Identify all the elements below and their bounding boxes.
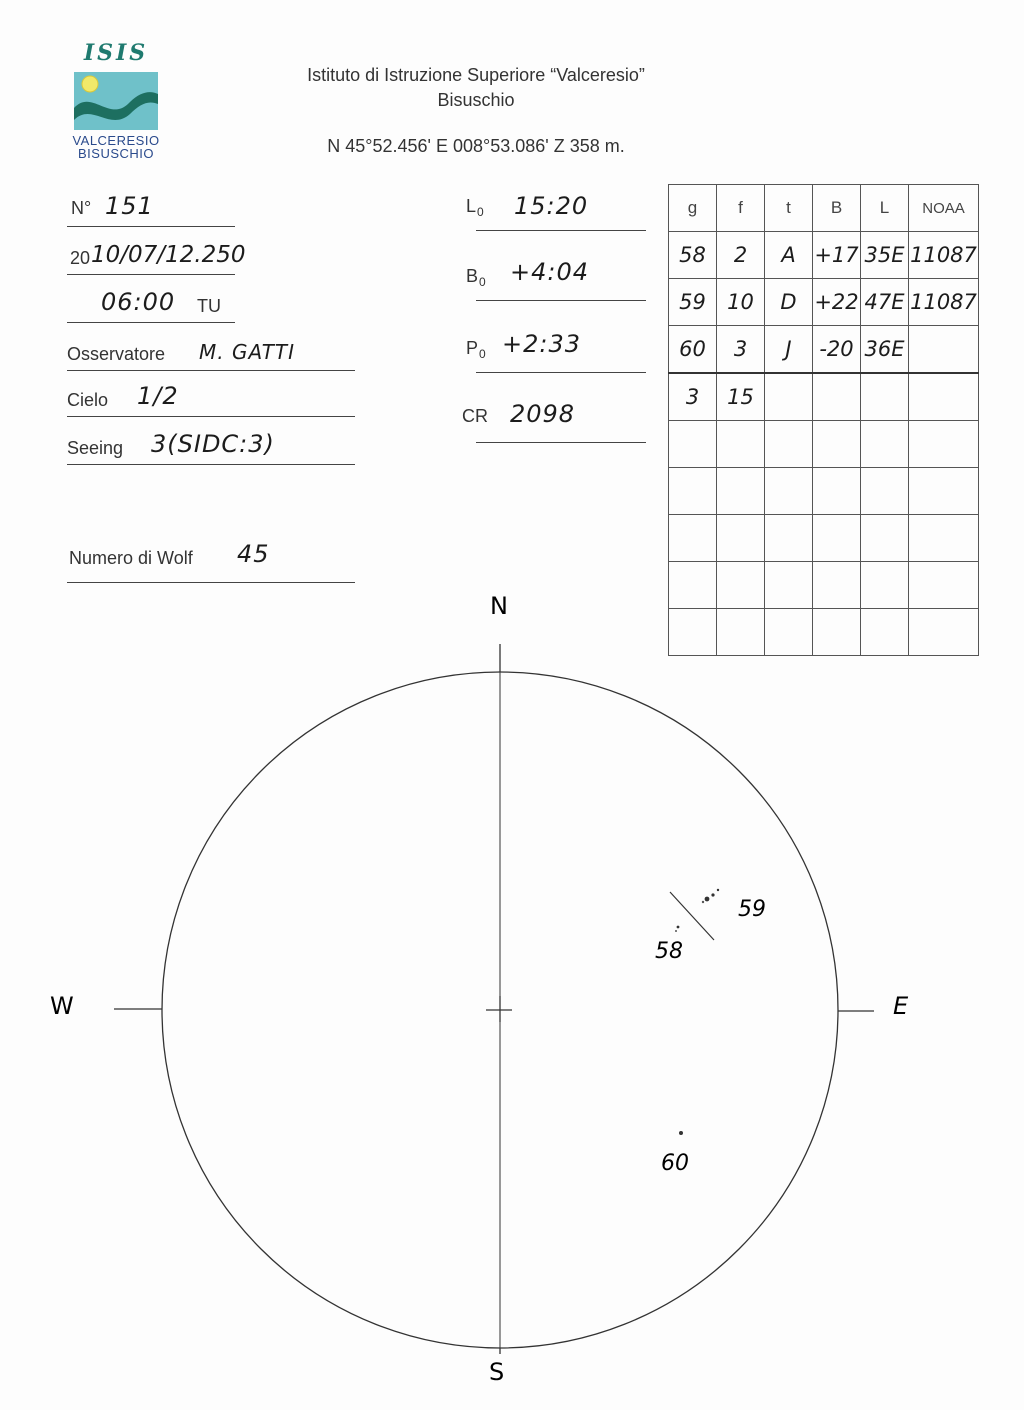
- sky-value: 1/2: [137, 382, 179, 410]
- report-number-label: N°: [71, 198, 92, 218]
- observer-label: Osservatore: [67, 344, 166, 364]
- cell-noaa: 11087: [909, 232, 979, 279]
- sunspot-58b: [675, 930, 677, 932]
- seeing-value: 3(SIDC:3): [151, 430, 275, 458]
- time-value: 06:00: [101, 288, 176, 316]
- observer-field: [67, 334, 355, 371]
- report-number-field: [67, 190, 235, 227]
- logo-subtitle-1: VALCERESIO: [72, 133, 160, 148]
- p0-field: [466, 330, 646, 373]
- header-t: t: [765, 185, 813, 232]
- sunspot-59d: [702, 901, 704, 903]
- p0-value: +2:33: [502, 330, 582, 358]
- sunspot-58a: [677, 926, 680, 929]
- cr-value: 2098: [510, 400, 576, 428]
- cell-longitude: 36E: [861, 326, 909, 374]
- cell-group: 60: [669, 326, 717, 374]
- cell-spots: 3: [717, 326, 765, 374]
- cell-type: D: [765, 279, 813, 326]
- logo-text: ISIS: [83, 40, 149, 66]
- sky-label: Cielo: [67, 390, 109, 410]
- empty-cell: [813, 373, 861, 421]
- cell-latitude: +17: [813, 232, 861, 279]
- compass-east: E: [893, 992, 909, 1020]
- compass-south: S: [489, 1358, 505, 1386]
- institute-name: Istituto di Istruzione Superiore “Valceresio”: [307, 65, 645, 85]
- table-header-row: [669, 185, 979, 232]
- school-logo: [70, 40, 162, 161]
- compass-west: W: [50, 992, 74, 1020]
- sunspot-table: [668, 184, 979, 656]
- compass-north: N: [490, 592, 508, 620]
- group-label-59: 59: [738, 897, 766, 922]
- cell-noaa: 11087: [909, 279, 979, 326]
- date-field: [67, 240, 246, 275]
- b0-value: +4:04: [510, 258, 590, 286]
- cr-label: CR: [462, 406, 488, 426]
- l0-label: $L_0$: [466, 196, 484, 219]
- cell-noaa: [909, 326, 979, 374]
- empty-cell: [861, 373, 909, 421]
- total-groups: 3: [669, 373, 717, 421]
- group-label-60: 60: [661, 1151, 689, 1176]
- sky-field: [67, 382, 355, 417]
- empty-cell: [765, 373, 813, 421]
- wolf-number-value: 45: [237, 540, 270, 568]
- p0-label: $P_0$: [466, 338, 486, 361]
- table-row-empty: [669, 515, 979, 562]
- cell-latitude: -20: [813, 326, 861, 374]
- header-g: g: [669, 185, 717, 232]
- table-row: [669, 326, 979, 374]
- table-row: [669, 232, 979, 279]
- cell-longitude: 47E: [861, 279, 909, 326]
- sunspot-59b: [711, 893, 714, 896]
- cell-type: J: [765, 326, 813, 374]
- empty-cell: [909, 373, 979, 421]
- observer-value: M. GATTI: [199, 340, 296, 364]
- wolf-number-label: Numero di Wolf: [69, 548, 193, 568]
- logo-graphic: [70, 68, 162, 132]
- logo-subtitle-2: BISUSCHIO: [77, 146, 154, 161]
- cell-type: A: [765, 232, 813, 279]
- group-label-58: 58: [655, 939, 683, 964]
- time-field: [67, 286, 235, 323]
- header-l: L: [861, 185, 909, 232]
- time-suffix: TU: [197, 296, 221, 316]
- table-row-empty: [669, 421, 979, 468]
- sunspot-60a: [679, 1131, 683, 1135]
- sunspot-59c: [717, 889, 719, 891]
- observatory-coordinates: N 45°52.456' E 008°53.086' Z 358 m.: [327, 136, 625, 156]
- report-number-value: 151: [105, 192, 154, 220]
- date-value: 10/07/12.250: [91, 242, 246, 268]
- header-f: f: [717, 185, 765, 232]
- cr-field: [462, 398, 646, 443]
- cell-group: 59: [669, 279, 717, 326]
- institute-town: Bisuschio: [437, 90, 515, 110]
- cell-latitude: +22: [813, 279, 861, 326]
- solar-disk-drawing: [0, 590, 1024, 1410]
- header-noaa: NOAA: [909, 185, 979, 232]
- cell-longitude: 35E: [861, 232, 909, 279]
- l0-value: 15:20: [514, 192, 589, 220]
- wolf-number-field: [67, 538, 355, 583]
- header-b: B: [813, 185, 861, 232]
- l0-field: [466, 190, 646, 231]
- table-totals-row: [669, 373, 979, 421]
- b0-label: $B_0$: [466, 266, 486, 289]
- total-spots: 15: [717, 373, 765, 421]
- date-prefix: 20: [70, 248, 91, 268]
- cell-spots: 2: [717, 232, 765, 279]
- sunspot-59a: [705, 897, 710, 902]
- table-row-empty: [669, 468, 979, 515]
- seeing-label: Seeing: [67, 438, 124, 458]
- cell-group: 58: [669, 232, 717, 279]
- seeing-field: [67, 428, 355, 465]
- cell-spots: 10: [717, 279, 765, 326]
- b0-field: [466, 256, 646, 301]
- table-row: [669, 279, 979, 326]
